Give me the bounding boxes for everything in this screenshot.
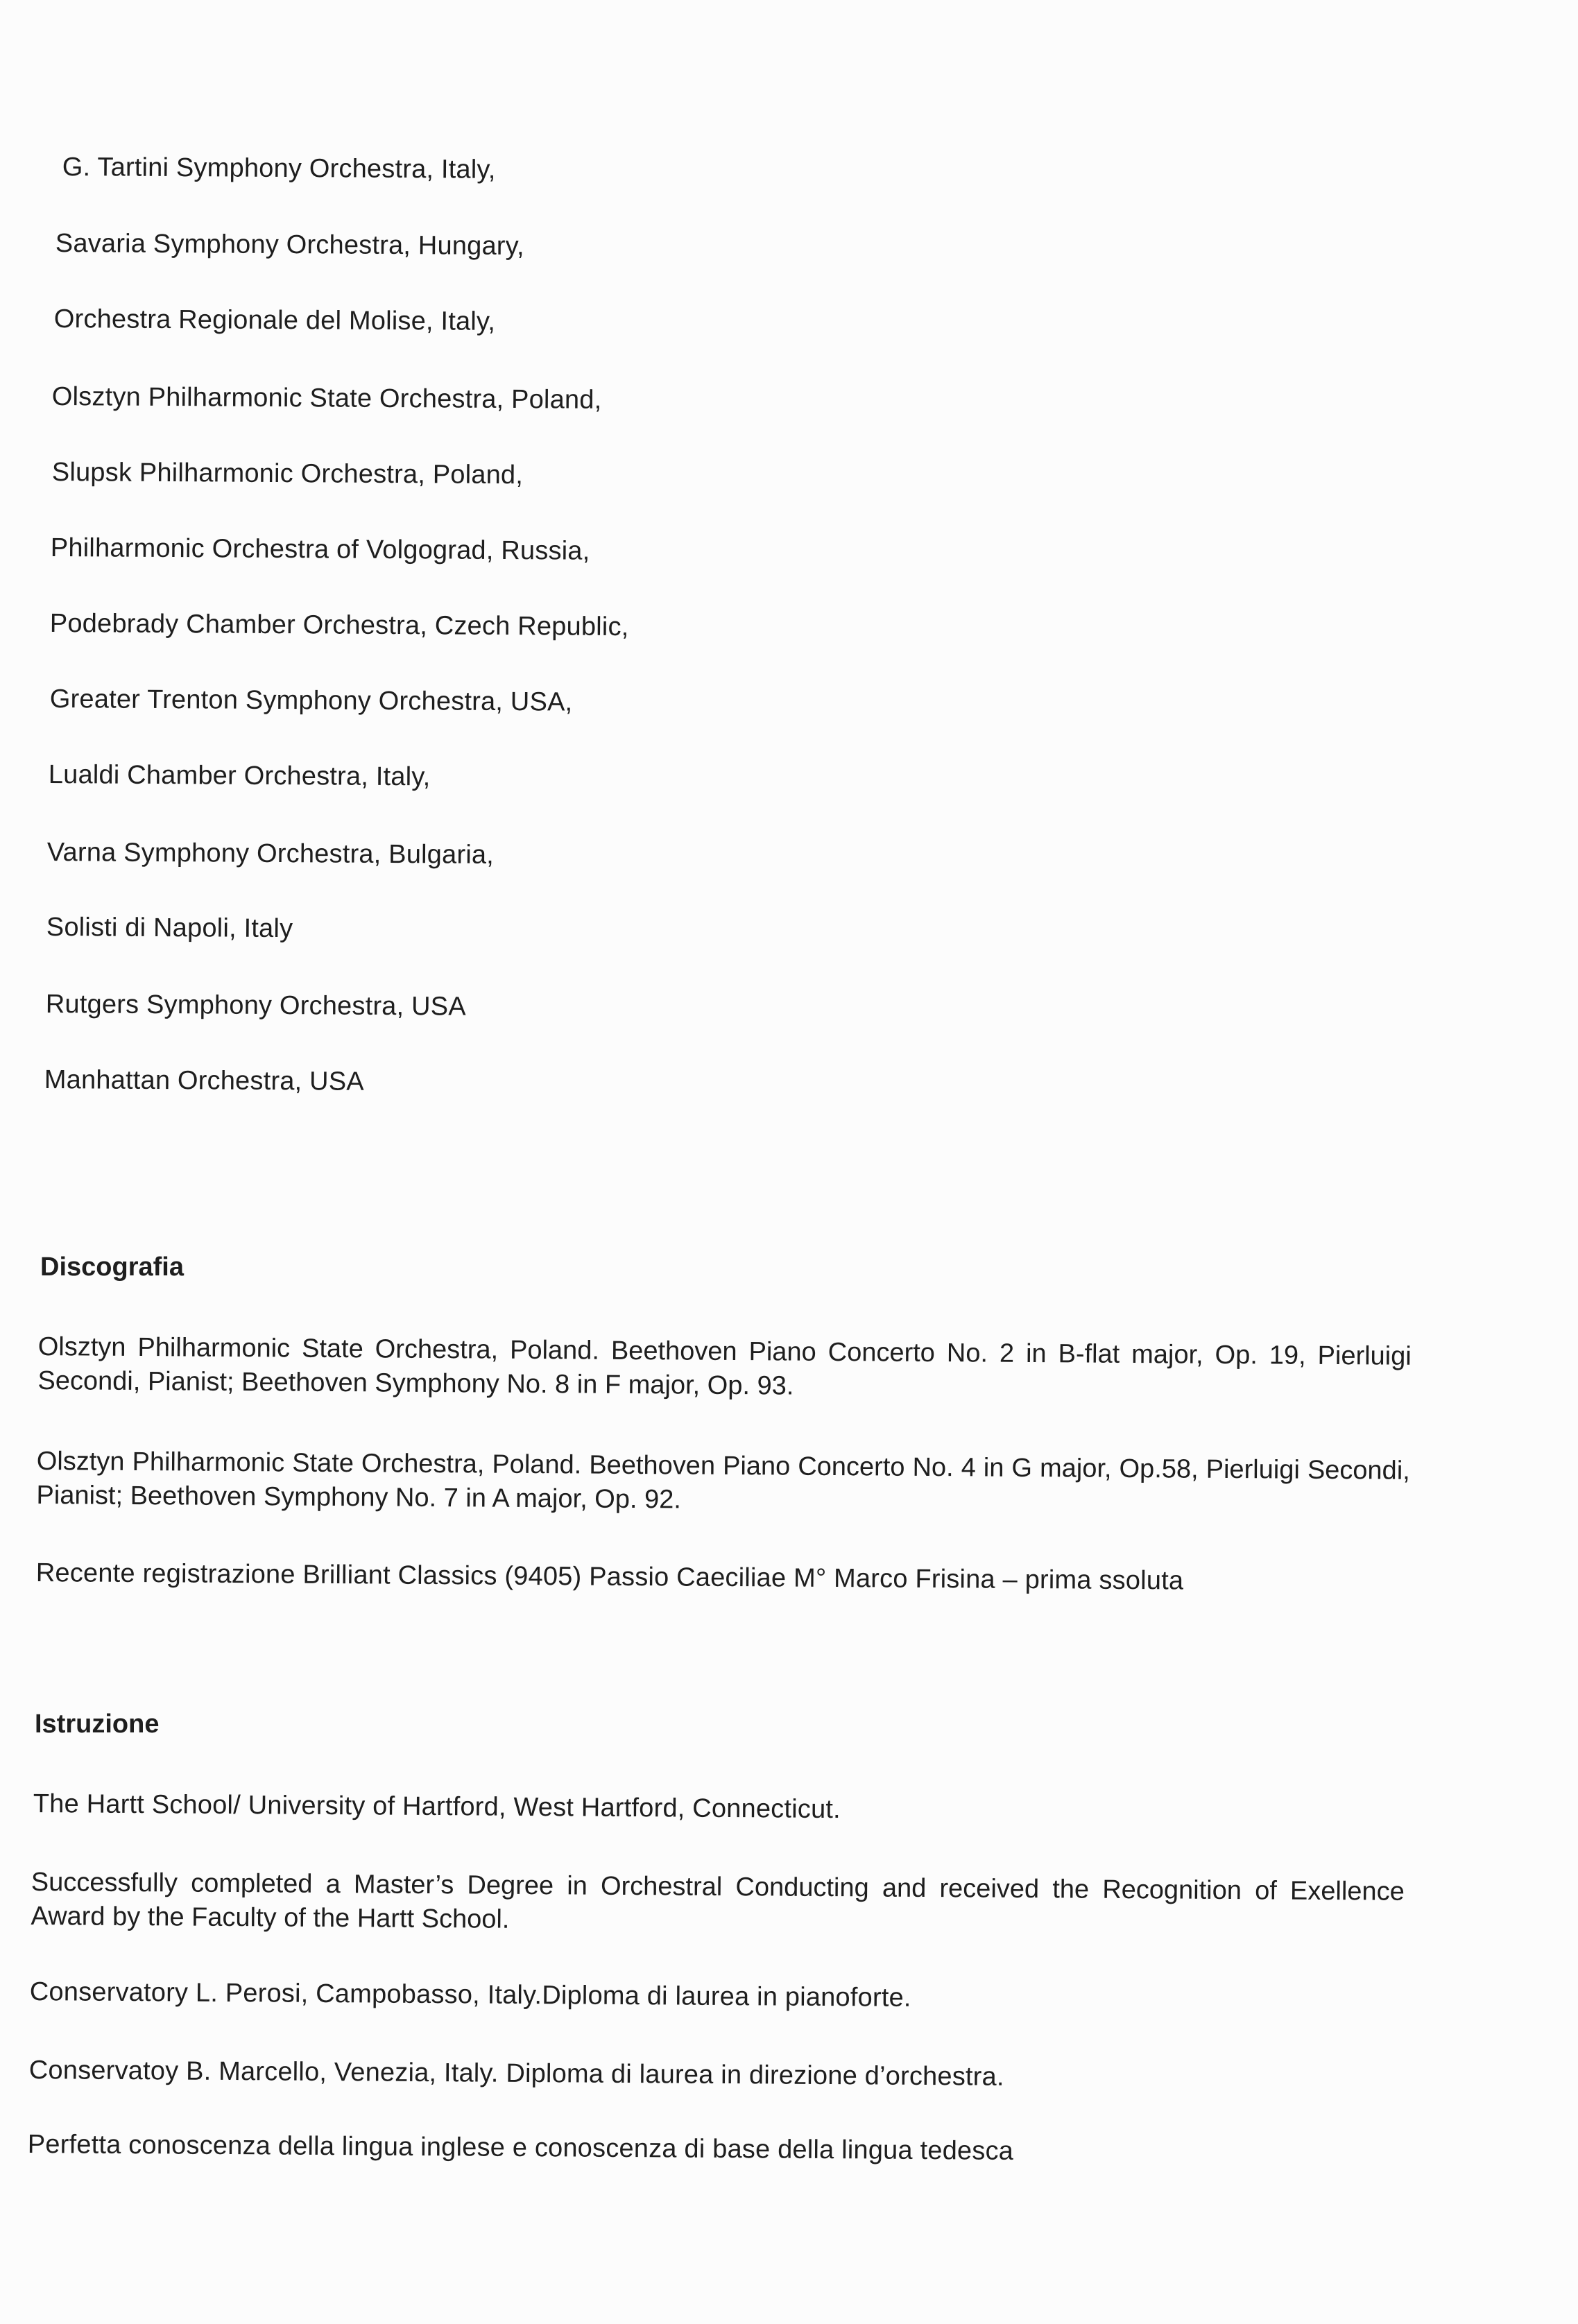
education-entry: Conservatory L. Perosi, Campobasso, Italy.Diploma di laurea in pianoforte. [29,1977,911,2013]
education-entry: Successfully completed a Master’s Degree in Orchestral Conducting and received the Recognition of Exellence Award by the Faculty of the Hartt School. [31,1868,1405,1934]
orchestra-item: Podebrady Chamber Orchestra, Czech Republic, [49,608,629,642]
orchestra-item: Lualdi Chamber Orchestra, Italy, [48,760,431,792]
discography-entry: Olsztyn Philharmonic State Orchestra, Poland. Beethoven Piano Concerto No. 4 in G major, Op.58, Pierluigi Secondi, Pianist; Beethoven Symphony No. 7 in A major, Op. 92. [36,1447,1410,1515]
orchestra-item: Varna Symphony Orchestra, Bulgaria, [46,838,495,870]
orchestra-item: Slupsk Philharmonic Orchestra, Poland, [51,457,524,490]
discography-entry: Recente registrazione Brilliant Classics (9405) Passio Caeciliae M° Marco Frisina – prima ssoluta [35,1558,1184,1596]
discography-entry: Olsztyn Philharmonic State Orchestra, Poland. Beethoven Piano Concerto No. 2 in B-flat major, Op. 19, Pierluigi Secondi, Pianist; Beethoven Symphony No. 8 in F major, Op. 93. [37,1332,1412,1401]
orchestra-item: Solisti di Napoli, Italy [46,913,293,944]
orchestra-item: G. Tartini Symphony Orchestra, Italy, [62,152,496,184]
education-entry: Conservatoy B. Marcello, Venezia, Italy. Diploma di laurea in direzione d’orchestra. [28,2056,1004,2092]
section-heading-istruzione: Istruzione [35,1710,160,1739]
orchestra-item: Philharmonic Orchestra of Volgograd, Russia, [50,533,590,566]
section-heading-discografia: Discografia [40,1253,184,1282]
orchestra-item: Olsztyn Philharmonic State Orchestra, Poland, [51,381,602,415]
orchestra-item: Orchestra Regionale del Molise, Italy, [53,304,496,336]
orchestra-item: Manhattan Orchestra, USA [44,1065,364,1096]
education-entry: Perfetta conoscenza della lingua inglese e conoscenza di base della lingua tedesca [27,2130,1014,2166]
orchestra-item: Rutgers Symphony Orchestra, USA [45,990,466,1022]
orchestra-item: Savaria Symphony Orchestra, Hungary, [55,228,524,261]
education-entry: The Hartt School/ University of Hartford, West Hartford, Connecticut. [33,1789,841,1825]
orchestra-item: Greater Trenton Symphony Orchestra, USA, [49,684,573,717]
